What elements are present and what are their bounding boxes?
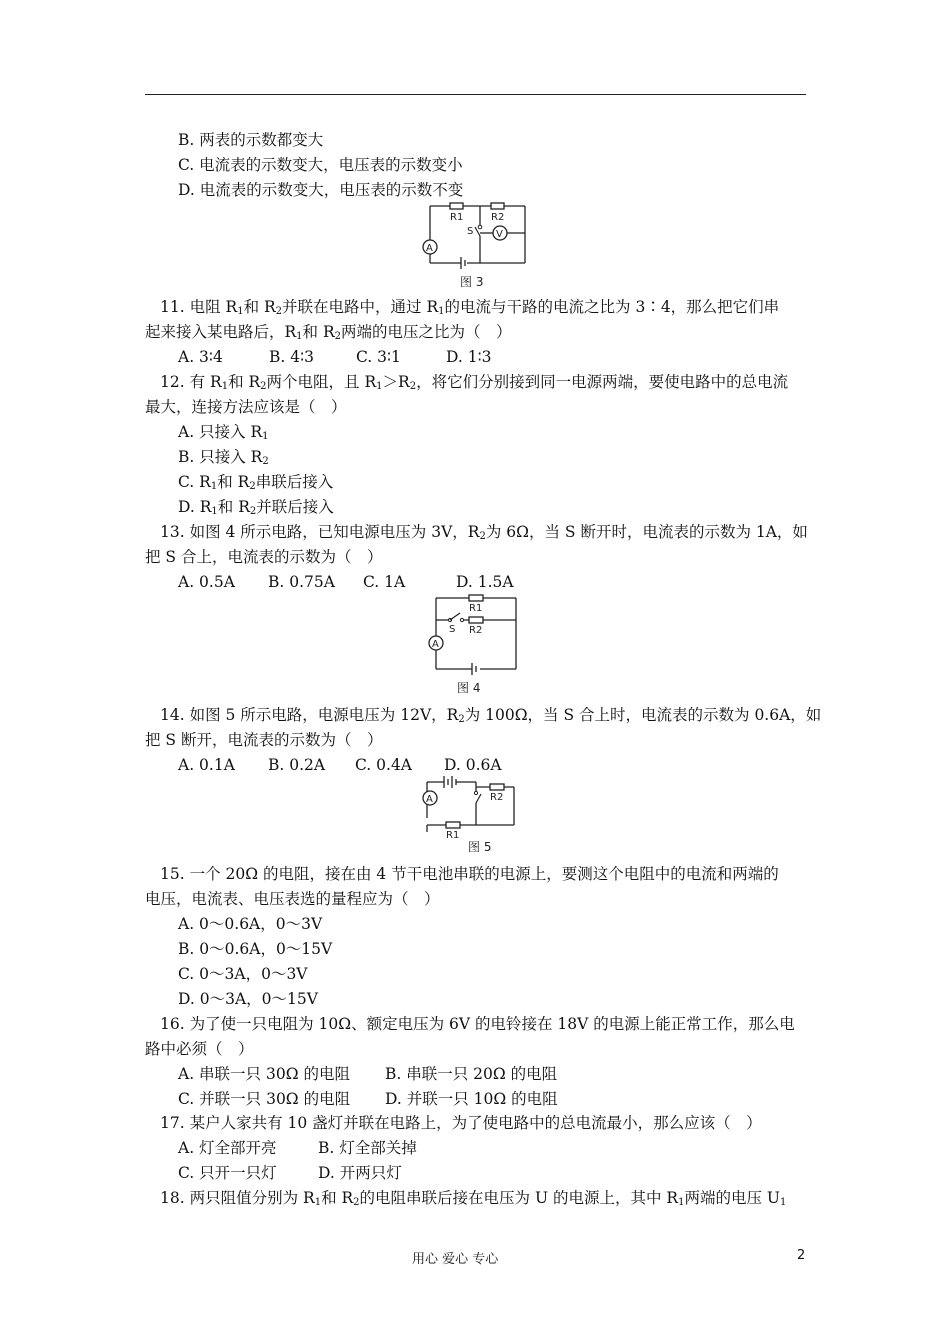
fig3-caption: 图 3 [460, 275, 484, 289]
q13-option-c: C. 1A [363, 573, 406, 591]
fig5-r1-label: R1 [446, 830, 460, 841]
q16-options-row2 [178, 1089, 558, 1109]
q13-option-a: A. 0.5A [178, 573, 235, 591]
page-number: 2 [797, 1248, 806, 1263]
q11-option-b: B. 4∶3 [269, 348, 315, 366]
q13-line1: 13. 如图 4 所示电路，已知电源电压为 3V，$R_2$为 6Ω，当 S 断开时，电流表的示数为 1A，如 [160, 523, 808, 542]
q16-option-c: C. 并联一只 30Ω 的电阻 [178, 1090, 351, 1108]
q15-line2: 电压，电流表、电压表选的量程应为（ ） [145, 890, 440, 908]
q14-option-d: D. 0.6A [444, 756, 502, 774]
q15-option-b: B. 0～0.6A，0～15V [178, 940, 333, 958]
q12-option-a: A. 只接入 $R_1$ [178, 423, 269, 442]
q11-option-d: D. 1∶3 [446, 348, 492, 366]
q11-line2: 起来接入某电路后，$R_1$和 $R_2$两端的电压之比为（ ） [145, 323, 512, 342]
fig3-ammeter-label: A [426, 243, 433, 254]
q17-option-d: D. 开两只灯 [318, 1164, 402, 1182]
q13-option-d: D. 1.5A [456, 573, 514, 591]
fig4-caption: 图 4 [457, 681, 481, 695]
q17-option-b: B. 灯全部关掉 [318, 1139, 417, 1157]
header-rule [145, 94, 806, 95]
fig4-ammeter-label: A [432, 639, 439, 650]
q16-options-row1 [178, 1064, 557, 1084]
fig5-caption: 图 5 [468, 840, 492, 854]
q11-option-c: C. 3∶1 [356, 348, 401, 366]
q16-option-d: D. 并联一只 10Ω 的电阻 [385, 1090, 558, 1108]
figure-5-circuit [418, 775, 520, 855]
q13-option-b: B. 0.75A [268, 573, 335, 591]
fig3-voltmeter-label: V [496, 229, 503, 240]
switch-blade-icon [450, 613, 460, 620]
q15-line1: 15. 一个 20Ω 的电阻，接在由 4 节干电池串联的电源上，要测这个电阻中的电流和两端的 [160, 865, 779, 883]
q17-options-row2 [178, 1163, 402, 1183]
q15-option-c: C. 0～3A，0～3V [178, 965, 308, 983]
q16-option-a: A. 串联一只 30Ω 的电阻 [178, 1065, 350, 1083]
q12-line2: 最大，连接方法应该是（ ） [145, 398, 347, 416]
q17-options-row1 [178, 1138, 417, 1158]
q12-option-d: D. $R_1$和 $R_2$并联后接入 [178, 498, 334, 517]
q14-option-a: A. 0.1A [178, 756, 235, 774]
option-c: C. 电流表的示数变大，电压表的示数变小 [178, 156, 463, 174]
fig3-r1-label: R1 [450, 212, 464, 223]
q12-option-c: C. $R_1$和 $R_2$串联后接入 [178, 473, 334, 492]
fig3-r2-label: R2 [491, 212, 505, 223]
q17-option-a: A. 灯全部开亮 [178, 1139, 277, 1157]
q14-option-b: B. 0.2A [268, 756, 326, 774]
q14-line2: 把 S 断开，电流表的示数为（ ） [145, 731, 383, 749]
fig4-switch-label: S [449, 624, 456, 635]
fig4-r1-label: R1 [469, 603, 483, 614]
q15-option-d: D. 0～3A，0～15V [178, 990, 318, 1008]
switch-blade-icon [476, 794, 481, 803]
q11-options [178, 347, 492, 367]
q12-option-b: B. 只接入 $R_2$ [178, 448, 269, 467]
option-d: D. 电流表的示数变大，电压表的示数不变 [178, 181, 464, 199]
figure-4-circuit [424, 592, 524, 697]
q12-line1: 12. 有 $R_1$和 $R_2$两个电阻，且 $R_1>R_2$，将它们分别接到同一电源两端，要使电路中的总电流 [160, 373, 789, 392]
q11-option-a: A. 3∶4 [178, 348, 223, 366]
fig3-switch-label: S [467, 226, 474, 237]
q13-line2: 把 S 合上，电流表的示数为（ ） [145, 548, 383, 566]
q11-line1: 11. 电阻 $R_1$和 $R_2$并联在电路中，通过 $R_1$的电流与干路的电流之比为 3∶4，那么把它们串 [160, 298, 780, 317]
option-b: B. 两表的示数都变大 [178, 131, 324, 149]
q14-options [178, 755, 502, 775]
q14-option-c: C. 0.4A [355, 756, 413, 774]
fig4-r2-label: R2 [469, 625, 483, 636]
footer-motto: 用心 爱心 专心 [412, 1252, 499, 1267]
q16-line1: 16. 为了使一只电阻为 10Ω、额定电压为 6V 的电铃接在 18V 的电源上能正常工作，那么电 [160, 1015, 795, 1033]
figure-3-circuit [417, 200, 532, 292]
q17-line1: 17. 某户人家共有 10 盏灯并联在电路上，为了使电路中的总电流最小，那么应该（ ） [160, 1114, 762, 1132]
fig5-ammeter-label: A [426, 794, 433, 805]
q17-option-c: C. 只开一只灯 [178, 1164, 277, 1182]
q18-line1: 18. 两只阻值分别为 $R_1$和 $R_2$的电阻串联后接在电压为 U 的电源上，其中 $R_1$两端的电压 $U_1$ [160, 1189, 787, 1208]
q16-option-b: B. 串联一只 20Ω 的电阻 [385, 1065, 558, 1083]
fig5-r2-label: R2 [490, 792, 504, 803]
q15-option-a: A. 0～0.6A，0～3V [178, 915, 323, 933]
q16-line2: 路中必须（ ） [145, 1040, 254, 1058]
q13-options [178, 572, 514, 592]
q14-line1: 14. 如图 5 所示电路，电源电压为 12V，$R_2$为 100Ω，当 S 合上时，电流表的示数为 0.6A，如 [160, 706, 822, 725]
